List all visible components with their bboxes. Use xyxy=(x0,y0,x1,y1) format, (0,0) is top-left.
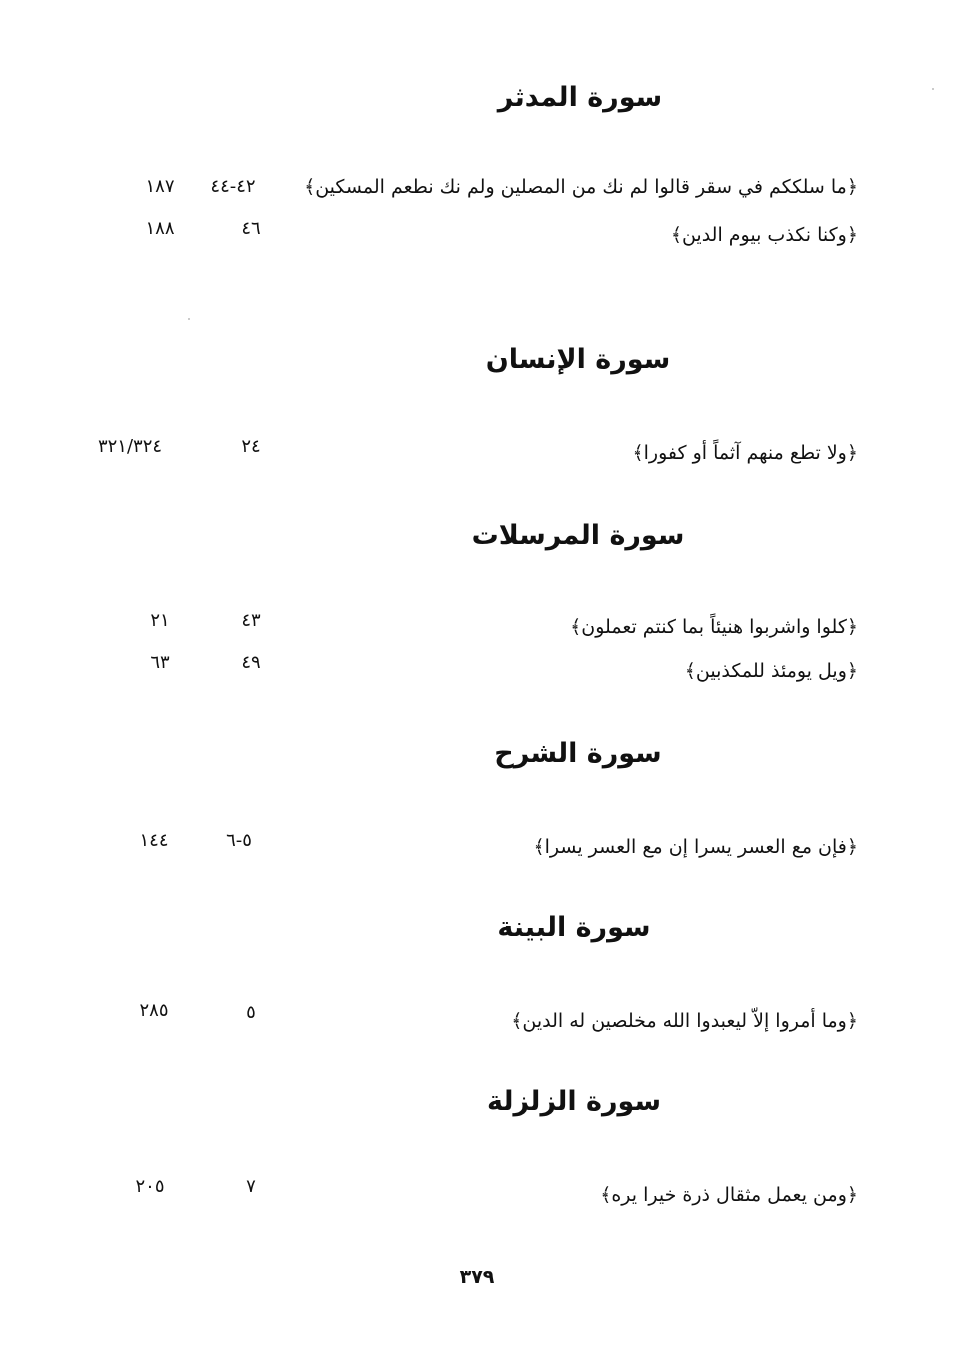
verse-text: ﴿ولا تطع منهم آثماً أو كفورا﴾ xyxy=(632,442,858,464)
section-title-mursalat: سورة المرسلات xyxy=(471,520,685,551)
page-reference: ٦٣ xyxy=(150,652,170,673)
ayah-number: ٤٩ xyxy=(241,652,261,673)
ayah-number: ٧ xyxy=(246,1176,256,1197)
page-reference: ١٨٨ xyxy=(145,218,175,239)
section-title-bayyina: سورة البينة xyxy=(497,912,651,943)
verse-text: ﴿ومن يعمل مثقال ذرة خيرا يره﴾ xyxy=(600,1184,858,1206)
ayah-number: ٤٦ xyxy=(241,218,261,239)
scan-speck xyxy=(188,318,190,320)
page-reference: ١٨٧ xyxy=(145,176,175,197)
section-title-zalzala: سورة الزلزلة xyxy=(487,1086,661,1117)
verse-text: ﴿كلوا واشربوا هنيئاً بما كنتم تعملون﴾ xyxy=(570,616,858,638)
verse-text: ﴿ما سلككم في سقر قالوا لم نك من المصلين ولم نك نطعم المسكين﴾ xyxy=(304,176,858,198)
ayah-number: ٤٣ xyxy=(241,610,261,631)
section-title-insan: سورة الإنسان xyxy=(485,344,671,375)
verse-text: ﴿وما أمروا إلاّ ليعبدوا الله مخلصين له الدين﴾ xyxy=(511,1010,858,1032)
page-reference: ٢٠٥ xyxy=(135,1176,165,1197)
ayah-number: ٢٤ xyxy=(241,436,261,457)
page-number: ٣٧٩ xyxy=(459,1266,495,1288)
section-title-sharh: سورة الشرح xyxy=(494,738,662,769)
page-reference: ٣٢١/٣٢٤ xyxy=(97,436,163,457)
verse-text: ﴿وكنا نكذب بيوم الدين﴾ xyxy=(670,224,858,246)
verse-text: ﴿فإن مع العسر يسرا إن مع العسر يسرا﴾ xyxy=(533,836,858,858)
section-title-muddathir: سورة المدثر xyxy=(497,82,663,113)
page-reference: ٢٨٥ xyxy=(139,1000,169,1021)
page-reference: ٢١ xyxy=(150,610,170,631)
ayah-number: ٥ xyxy=(246,1002,256,1023)
verse-text: ﴿ويل يومئذ للمكذبين﴾ xyxy=(684,660,858,682)
ayah-number: ٥-٦ xyxy=(226,830,252,851)
ayah-number: ٤٢-٤٤ xyxy=(210,176,256,197)
scan-speck xyxy=(932,88,934,90)
page-reference: ١٤٤ xyxy=(139,830,169,851)
